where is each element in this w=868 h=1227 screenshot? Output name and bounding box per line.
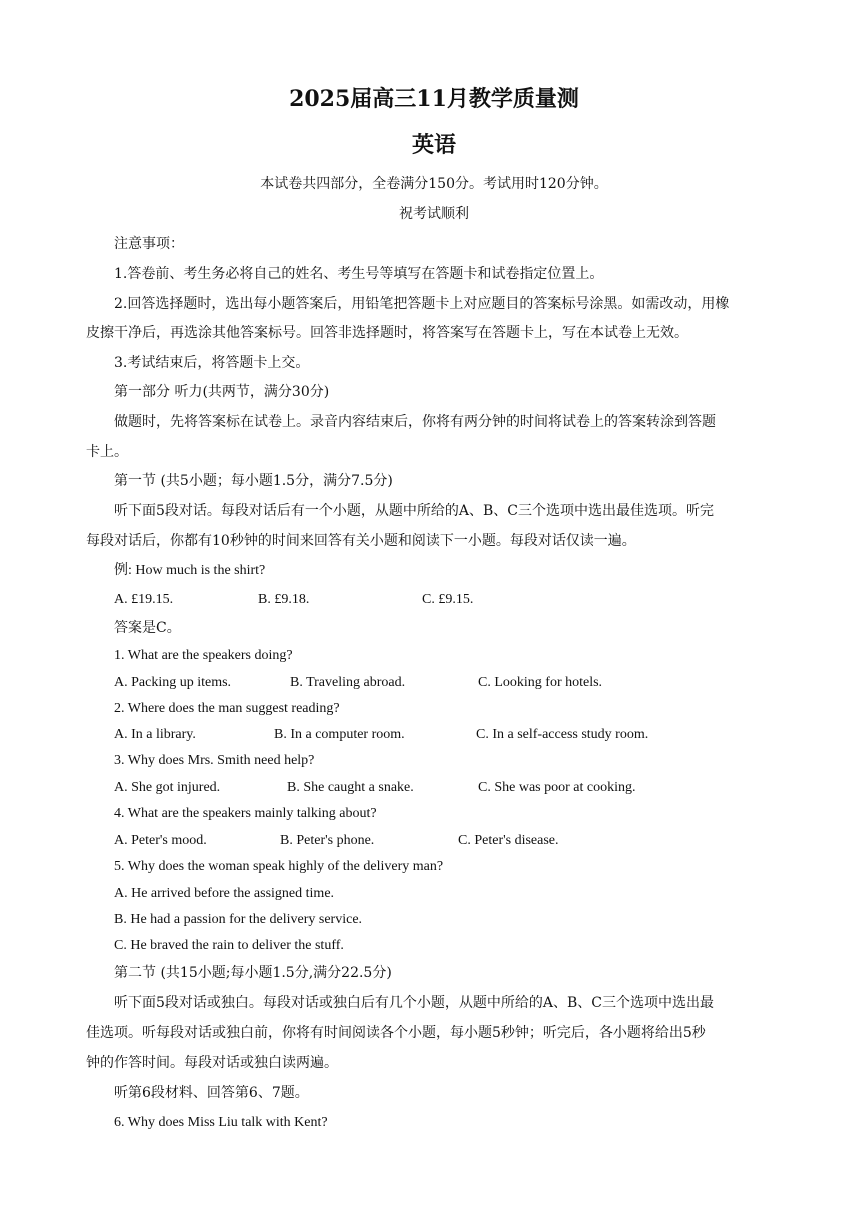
question-1: 1. What are the speakers doing? xyxy=(114,648,293,663)
part1-instructions-line-2: 卡上。 xyxy=(86,444,128,460)
section2-instructions-line-3: 钟的作答时间。每段对话或独白读两遍。 xyxy=(86,1055,338,1071)
section2-instructions-line-2: 佳选项。听每段对话或独白前，你将有时间阅读各个小题，每小题5秒钟；听完后，各小题将给出5秒 xyxy=(86,1025,706,1041)
question-5-option-c: C. He braved the rain to deliver the stuff. xyxy=(114,938,344,953)
question-4-option-a: A. Peter's mood. xyxy=(114,833,207,848)
question-6: 6. Why does Miss Liu talk with Kent? xyxy=(114,1115,328,1130)
note-item-3: 3.考试结束后，将答题卡上交。 xyxy=(114,355,310,371)
question-4-option-c: C. Peter's disease. xyxy=(458,833,559,848)
note-item-2-line-2: 皮擦干净后，再选涂其他答案标号。回答非选择题时，将答案写在答题卡上，写在本试卷上无效。 xyxy=(86,325,688,341)
question-3: 3. Why does Mrs. Smith need help? xyxy=(114,753,315,768)
note-item-2-line-1: 2.回答选择题时，选出每小题答案后，用铅笔把答题卡上对应题目的答案标号涂黑。如需改动，用橡 xyxy=(114,296,730,312)
question-3-option-c: C. She was poor at cooking. xyxy=(478,780,636,795)
good-luck-text: 祝考试顺利 xyxy=(399,206,469,222)
question-5-option-a: A. He arrived before the assigned time. xyxy=(114,886,335,901)
section1-instructions-line-2: 每段对话后，你都有10秒钟的时间来回答有关小题和阅读下一小题。每段对话仅读一遍。 xyxy=(86,533,636,549)
subject-title: 英语 xyxy=(411,132,456,158)
question-1-option-a: A. Packing up items. xyxy=(114,675,232,690)
question-2-option-a: A. In a library. xyxy=(114,727,196,742)
notes-heading: 注意事项： xyxy=(114,236,184,252)
question-5: 5. Why does the woman speak highly of the delivery man? xyxy=(114,859,444,874)
note-item-1: 1.答卷前、考生务必将自己的姓名、考生号等填写在答题卡和试卷指定位置上。 xyxy=(114,266,604,282)
example-question: 例: How much is the shirt? xyxy=(114,563,266,578)
question-1-option-b: B. Traveling abroad. xyxy=(290,675,406,690)
example-option-a: A. £19.15. xyxy=(114,592,174,607)
example-answer: 答案是C。 xyxy=(114,620,181,636)
part1-heading: 第一部分 听力(共两节，满分30分) xyxy=(114,384,330,400)
example-option-c: C. £9.15. xyxy=(422,592,474,607)
question-2-option-c: C. In a self-access study room. xyxy=(476,727,649,742)
question-2-option-b: B. In a computer room. xyxy=(274,727,405,742)
question-1-option-c: C. Looking for hotels. xyxy=(478,675,603,690)
exam-title: 2025届高三11月教学质量测 xyxy=(289,86,579,112)
section1-instructions-line-1: 听下面5段对话。每段对话后有一个小题，从题中所给的A、B、C三个选项中选出最佳选项。听完 xyxy=(114,503,715,519)
exam-info: 本试卷共四部分，全卷满分150分。考试用时120分钟。 xyxy=(260,176,608,192)
question-4: 4. What are the speakers mainly talking about? xyxy=(114,806,377,821)
section2-heading: 第二节 (共15小题;每小题1.5分,满分22.5分) xyxy=(114,965,392,981)
section2-instructions-line-1: 听下面5段对话或独白。每段对话或独白后有几个小题，从题中所给的A、B、C三个选项中选出最 xyxy=(114,995,715,1011)
question-2: 2. Where does the man suggest reading? xyxy=(114,701,340,716)
question-3-option-b: B. She caught a snake. xyxy=(287,780,414,795)
example-option-b: B. £9.18. xyxy=(258,592,310,607)
section1-heading: 第一节 (共5小题；每小题1.5分，满分7.5分) xyxy=(114,473,393,489)
question-5-option-b: B. He had a passion for the delivery service. xyxy=(114,912,363,927)
part1-instructions-line-1: 做题时，先将答案标在试卷上。录音内容结束后，你将有两分钟的时间将试卷上的答案转涂到答题 xyxy=(114,414,716,430)
question-3-option-a: A. She got injured. xyxy=(114,780,221,795)
question-4-option-b: B. Peter's phone. xyxy=(280,833,375,848)
material-6-instruction: 听第6段材料、回答第6、7题。 xyxy=(114,1085,309,1101)
